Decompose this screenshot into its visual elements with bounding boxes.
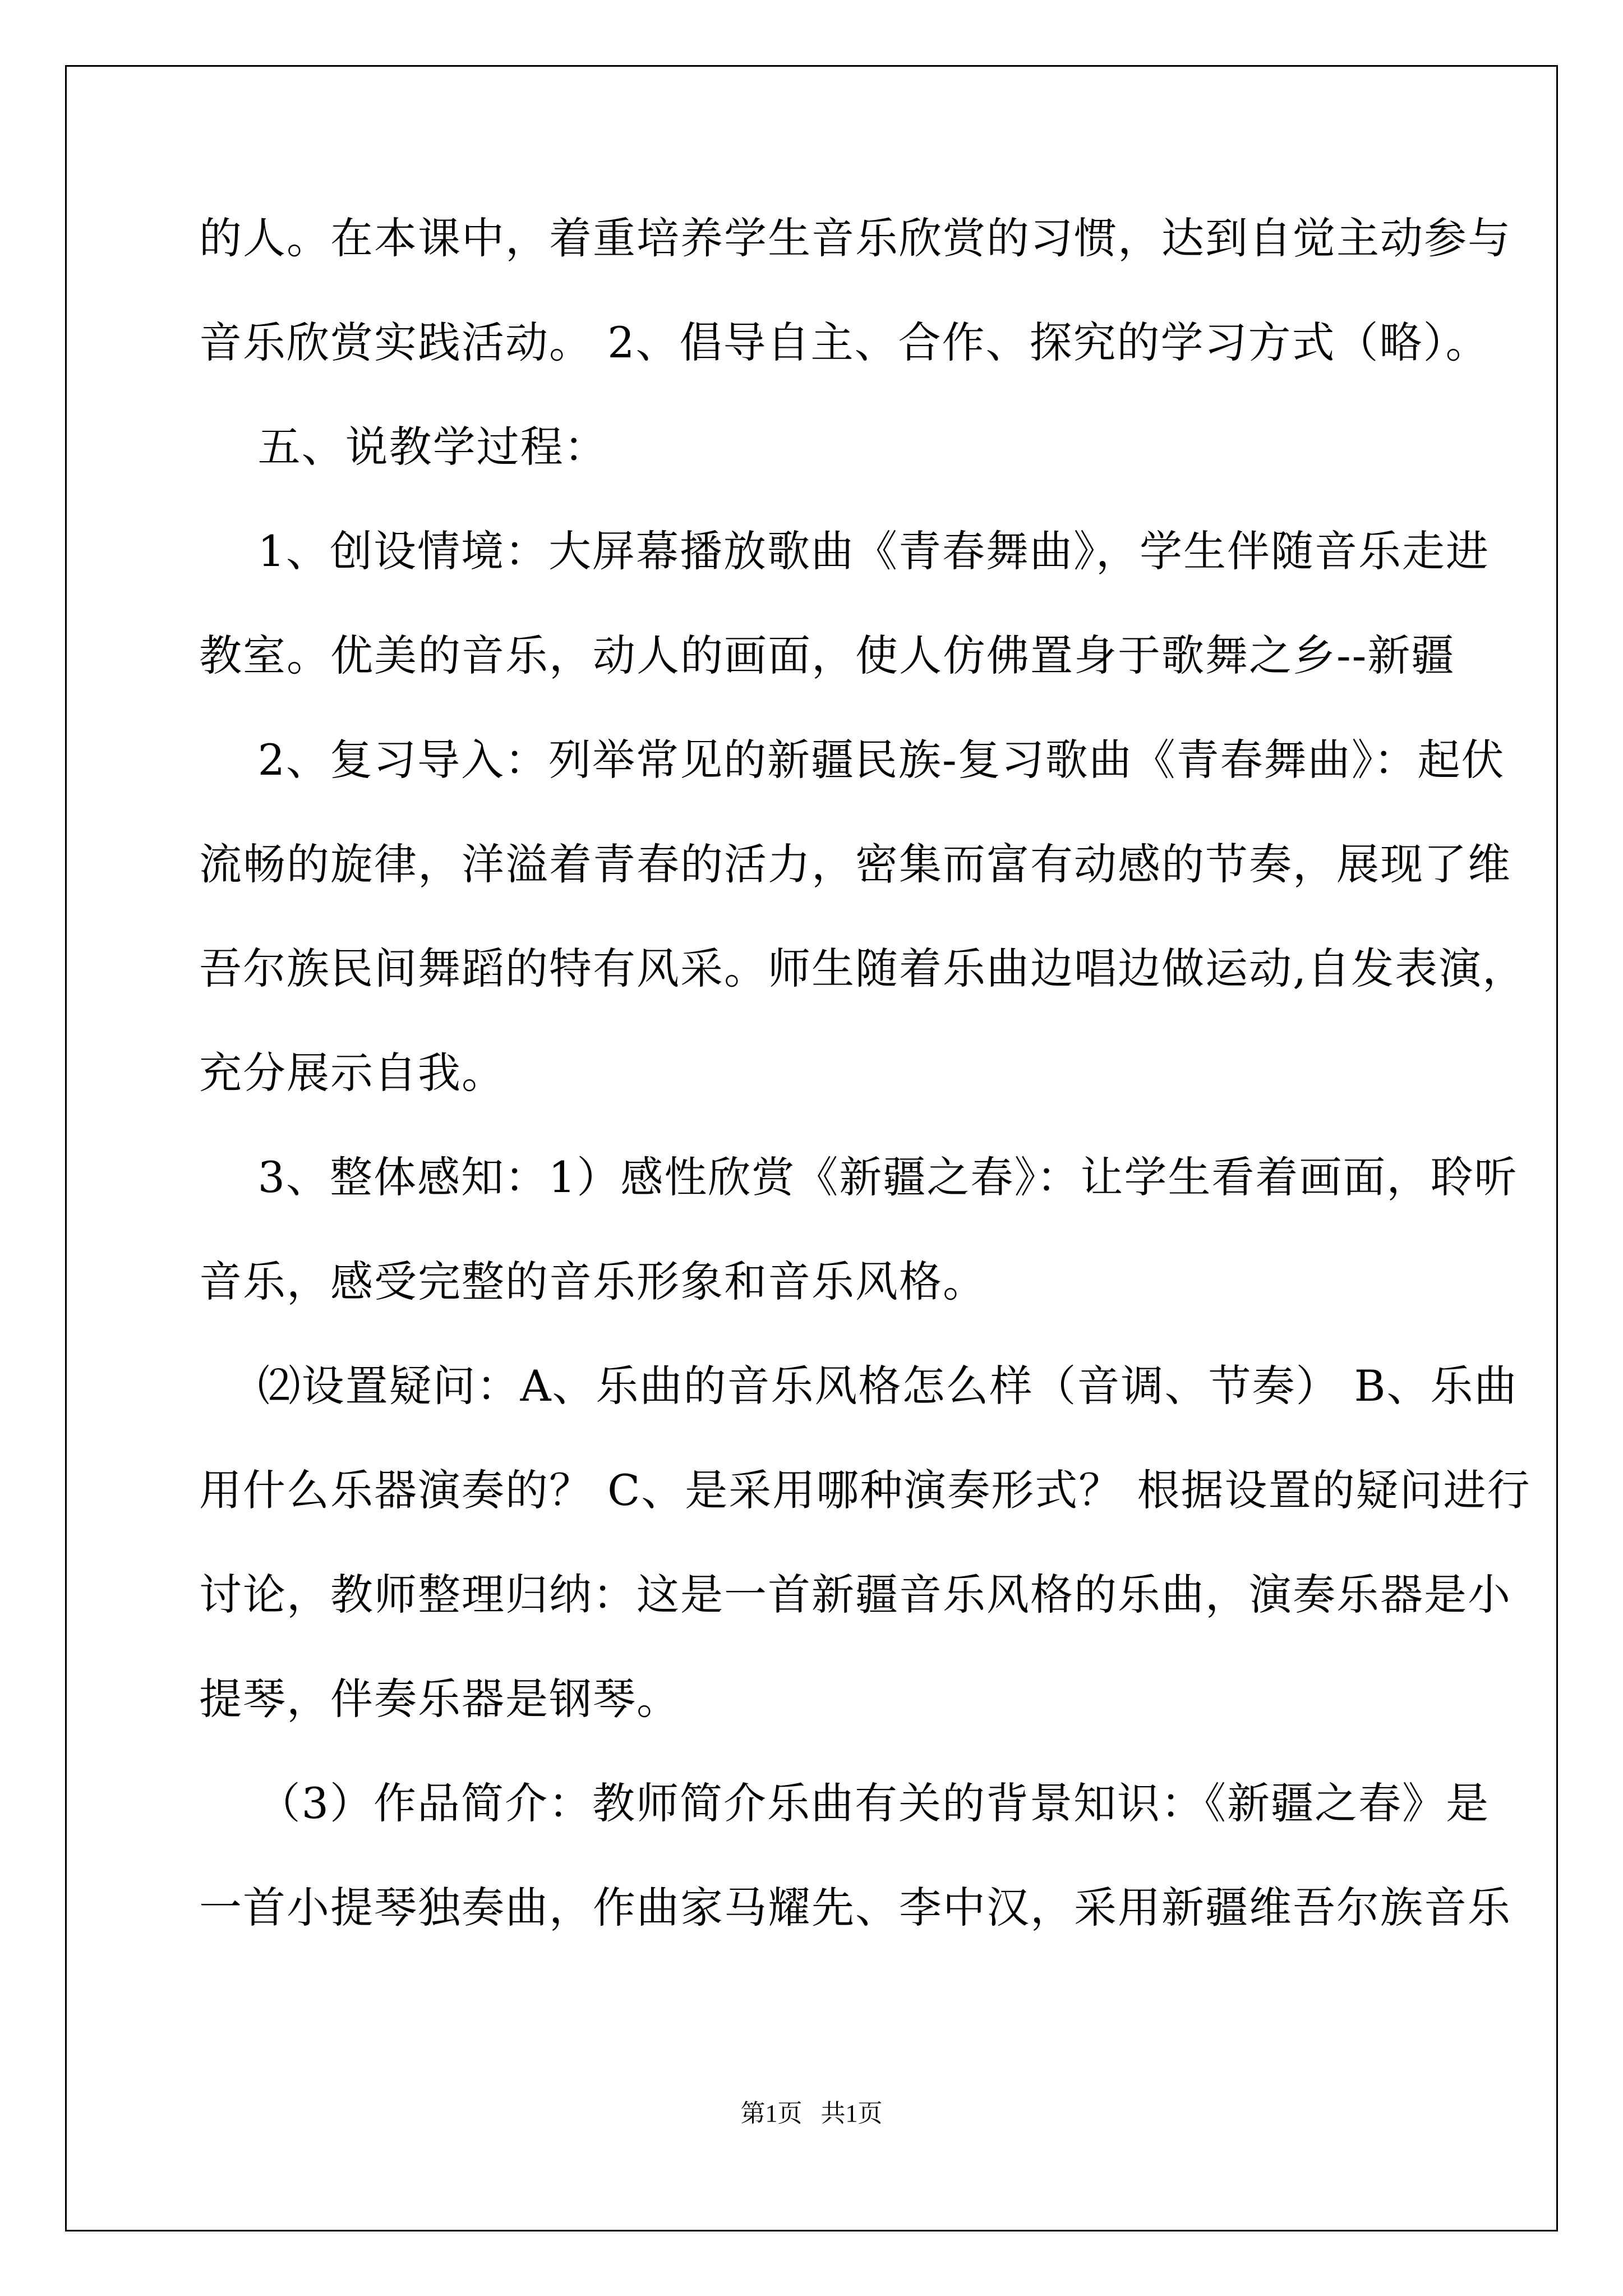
text-line: 音乐欣赏实践活动。 2、倡导自主、合作、探究的学习方式（略）。 xyxy=(199,318,1490,367)
document-body xyxy=(199,213,1531,1987)
text-line: 2、复习导入：列举常见的新疆民族-复习歌曲《青春舞曲》：起伏 xyxy=(199,735,1505,785)
section-heading: 五、说教学过程： xyxy=(199,422,608,472)
text-line: 流畅的旋律，洋溢着青春的活力，密集而富有动感的节奏，展现了维 xyxy=(199,839,1511,889)
text-line: 用什么乐器演奏的？ C、是采用哪种演奏形式？ 根据设置的疑问进行 xyxy=(199,1465,1531,1515)
page-number: 第1页 共1页 xyxy=(740,2100,883,2127)
text-line: （3）作品简介：教师简介乐曲有关的背景知识：《新疆之春》是 xyxy=(199,1778,1490,1828)
page-footer xyxy=(0,2098,1623,2129)
text-line: 1、创设情境：大屏幕播放歌曲《青春舞曲》，学生伴随音乐走进 xyxy=(199,526,1490,576)
text-line: 提琴，伴奏乐器是钢琴。 xyxy=(199,1674,680,1724)
text-line: 的人。在本课中，着重培养学生音乐欣赏的习惯，达到自觉主动参与 xyxy=(199,213,1511,263)
text-line: ⑵设置疑问：A、乐曲的音乐风格怎么样（音调、节奏） B、乐曲 xyxy=(199,1361,1518,1411)
text-line: 充分展示自我。 xyxy=(199,1048,505,1098)
text-line: 教室。优美的音乐，动人的画面，使人仿佛置身于歌舞之乡--新疆 xyxy=(199,631,1455,680)
text-line: 一首小提琴独奏曲，作曲家马耀先、李中汉，采用新疆维吾尔族音乐 xyxy=(199,1883,1511,1932)
text-line: 吾尔族民间舞蹈的特有风采。师生随着乐曲边唱边做运动,自发表演， xyxy=(199,944,1527,993)
text-line: 音乐，感受完整的音乐形象和音乐风格。 xyxy=(199,1257,986,1306)
text-line: 3、整体感知：1）感性欣赏《新疆之春》：让学生看着画面，聆听 xyxy=(199,1152,1518,1202)
text-line: 讨论，教师整理归纳：这是一首新疆音乐风格的乐曲，演奏乐器是小 xyxy=(199,1570,1511,1619)
